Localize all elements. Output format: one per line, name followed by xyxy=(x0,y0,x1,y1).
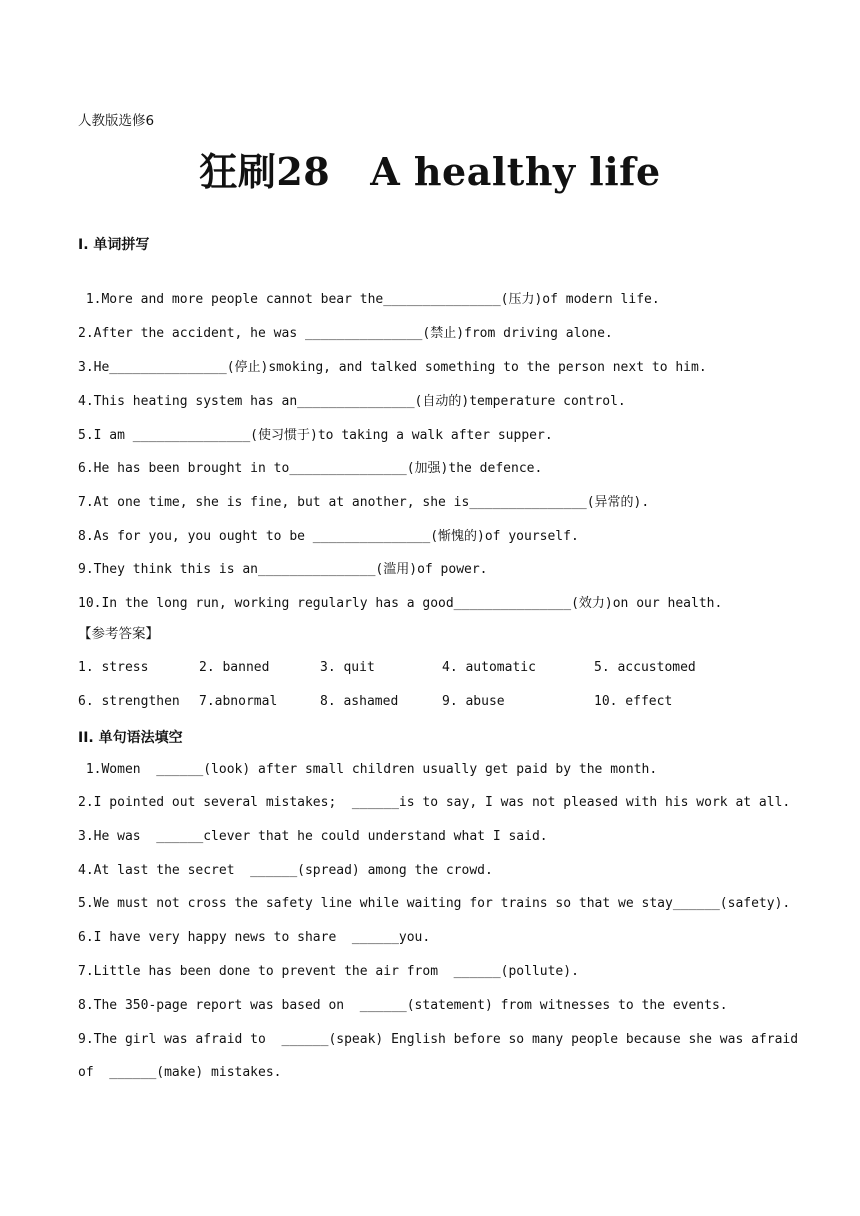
exercise-line: 7.Little has been done to prevent the air from ______(pollute). xyxy=(78,964,579,979)
exercise-line: 9.The girl was afraid to ______(speak) English before so many people because she was afraid xyxy=(78,1032,799,1047)
exercise-line: 6.He has been brought in to_______________(加强)the defence. xyxy=(78,461,543,476)
exercise-line: 10.In the long run, working regularly has a good_______________(效力)on our health. xyxy=(78,596,723,611)
section-2-heading: II. 单句语法填空 xyxy=(78,730,183,746)
exercise-line: 2.I pointed out several mistakes; ______is to say, I was not pleased with his work at all. xyxy=(78,795,791,810)
exercise-line: 8.The 350-page report was based on ______(statement) from witnesses to the events. xyxy=(78,998,728,1013)
answer-item: 10. effect xyxy=(594,694,673,709)
exercise-line: 4.This heating system has an_______________(自动的)temperature control. xyxy=(78,394,626,409)
answers-title: 【参考答案】 xyxy=(78,626,159,642)
answer-item: 3. quit xyxy=(320,660,375,675)
exercise-line: 7.At one time, she is fine, but at another, she is_______________(异常的). xyxy=(78,495,650,510)
edition-label: 人教版选修6 xyxy=(78,113,155,129)
exercise-line: 2.After the accident, he was _______________(禁止)from driving alone. xyxy=(78,326,613,341)
exercise-line: 9.They think this is an_______________(滥用)of power. xyxy=(78,562,488,577)
exercise-line: of ______(make) mistakes. xyxy=(78,1065,282,1080)
answer-item: 2. banned xyxy=(199,660,270,675)
answer-item: 9. abuse xyxy=(442,694,505,709)
exercise-line: 5.I am _______________(使习惯于)to taking a walk after supper. xyxy=(78,428,553,443)
exercise-line: 1.More and more people cannot bear the_______________(压力)of modern life. xyxy=(78,292,660,307)
title-chinese: 狂刷28 xyxy=(199,149,331,194)
answer-item: 7.abnormal xyxy=(199,694,278,709)
answer-item: 8. ashamed xyxy=(320,694,399,709)
exercise-line: 1.Women ______(look) after small children usually get paid by the month. xyxy=(78,762,658,777)
section-1-heading: I. 单词拼写 xyxy=(78,237,150,253)
answer-item: 4. automatic xyxy=(442,660,536,675)
answer-item: 6. strengthen xyxy=(78,694,180,709)
answer-item: 5. accustomed xyxy=(594,660,696,675)
exercise-line: 3.He was ______clever that he could understand what I said. xyxy=(78,829,548,844)
exercise-line: 5.We must not cross the safety line while waiting for trains so that we stay______(safety). xyxy=(78,896,791,911)
exercise-line: 8.As for you, you ought to be _______________(惭愧的)of yourself. xyxy=(78,529,579,544)
exercise-line: 3.He_______________(停止)smoking, and talked something to the person next to him. xyxy=(78,360,707,375)
title-english: A healthy life xyxy=(370,149,661,194)
page-title xyxy=(0,141,860,196)
exercise-line: 6.I have very happy news to share ______you. xyxy=(78,930,431,945)
exercise-line: 4.At last the secret ______(spread) among the crowd. xyxy=(78,863,493,878)
answer-item: 1. stress xyxy=(78,660,149,675)
